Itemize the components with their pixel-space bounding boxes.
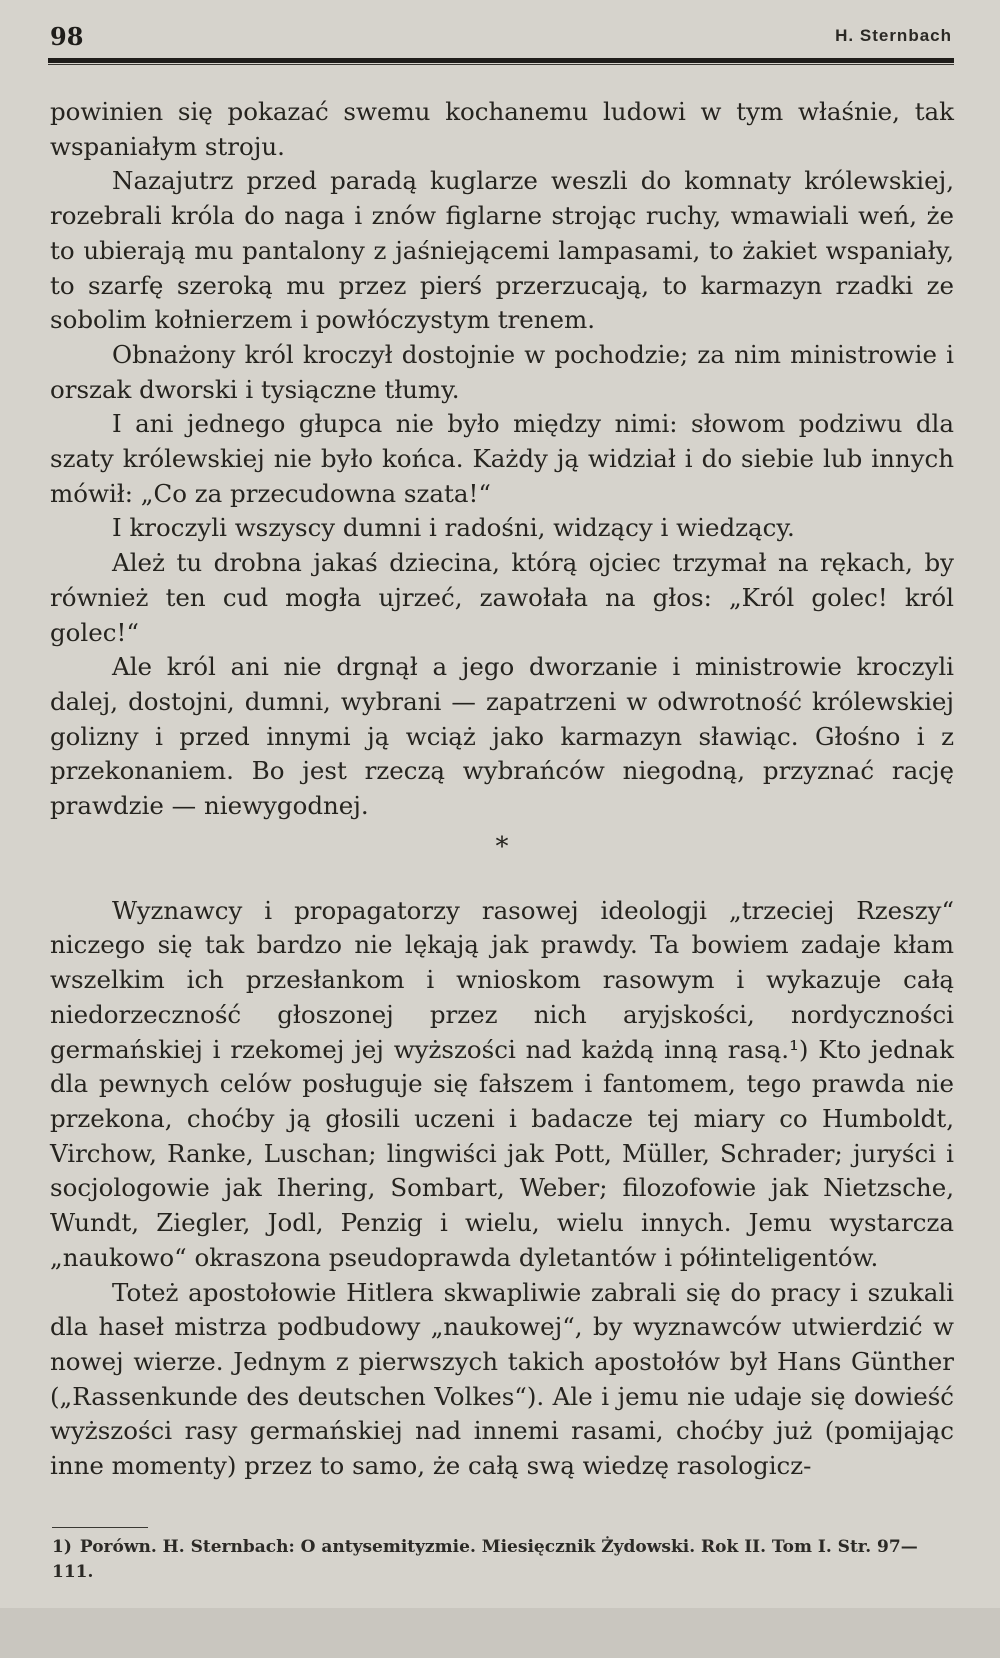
paragraph-1: powinien się pokazać swemu kochanemu ludowi w tym właśnie, tak wspaniałym stroju. (50, 97, 954, 161)
paragraph-2: Nazajutrz przed paradą kuglarze weszli do komnaty królewskiej, rozebrali króla do naga i znów figlarne strojąc ruchy, wmawiali weń, że to ubierają mu pantalony z jaśniejącemi lampasami, to żakiet wspaniały, to szarfę szeroką mu przez pierś przerzucają, to karmazyn rzadki ze sobolim kołnierzem i powłóczystym trenem. (50, 166, 954, 335)
page-bottom-margin (0, 1608, 1000, 1658)
footnote-rule (52, 1527, 148, 1528)
page-number: 98 (50, 22, 84, 51)
page-header (50, 20, 952, 50)
paragraph-7: Ale król ani nie drgnął a jego dworzanie i ministrowie kroczyli dalej, dostojni, dumni, wybrani — zapatrzeni w odwrotność królewskiej golizny i przed innymi ją wciąż jako karmazyn sławiąc. Głośno i z przekonaniem. Bo jest rzeczą wybrańców niegodną, przyznać rację prawdzie — niewygodnej. (50, 652, 954, 821)
footnote-marker: 1) (52, 1537, 72, 1557)
running-head-author: H. Sternbach (835, 26, 952, 45)
footnote (52, 1535, 952, 1585)
paragraph-9: Toteż apostołowie Hitlera skwapliwie zabrali się do pracy i szukali dla haseł mistrza podbudowy „naukowej“, by wyznawców utwierdzić w nowej wierze. Jednym z pierwszych takich apostołów był Hans Günther („Rassenkunde des deutschen Volkes“). Ale i jemu nie udaje się dowieść wyższości rasy germańskiej nad innemi rasami, choćby już (pomijając inne momenty) przez to samo, że całą swą wiedzę rasologicz- (50, 1277, 954, 1481)
paragraph-3: Obnażony król kroczył dostojnie w pochodzie; za nim ministrowie i orszak dworski i tysiączne tłumy. (50, 339, 954, 404)
header-rule-thin (48, 64, 954, 65)
header-rule (48, 58, 954, 63)
paragraph-5: I kroczyli wszyscy dumni i radośni, widzący i wiedzący. (112, 513, 795, 543)
paragraph-8: Wyznawcy i propagatorzy rasowej ideologji „trzeciej Rzeszy“ niczego się tak bardzo nie lękają jak prawdy. Ta bowiem zadaje kłam wszelkim ich przesłankom i wnioskom rasowym i wykazuje całą niedorzeczność głoszonej przez nich aryjskości, nordyczności germańskiej i rzekomej jej wyższości nad każdą inną rasą.¹) Kto jednak dla pewnych celów posługuje się fałszem i fantomem, tego prawda nie przekona, choćby ją głosili uczeni i badacze tej miary co Humboldt, Virchow, Ranke, Luschan; lingwiści jak Pott, Müller, Schrader; juryści i socjologowie jak Ihering, Sombart, Weber; filozofowie jak Nietzsche, Wundt, Ziegler, Jodl, Penzig i wielu, wielu innych. Jemu wystarcza „naukowo“ okraszona pseudoprawda dyletantów i półinteligentów. (50, 895, 954, 1272)
paragraph-4: I ani jednego głupca nie było między nimi: słowom podziwu dla szaty królewskiej nie było końca. Każdy ją widział i do siebie lub innych mówił: „Co za przecudowna szata!“ (50, 409, 954, 508)
section-separator: * (495, 831, 509, 862)
footnote-text: Porówn. H. Sternbach: O antysemityzmie. Miesięcznik Żydowski. Rok II. Tom I. Str. 97—111. (52, 1537, 918, 1582)
body-text (50, 95, 954, 1484)
paragraph-6: Ależ tu drobna jakaś dziecina, którą ojciec trzymał na rękach, by również ten cud mogła ujrzeć, zawołała na głos: „Król golec! król golec!“ (50, 548, 954, 647)
